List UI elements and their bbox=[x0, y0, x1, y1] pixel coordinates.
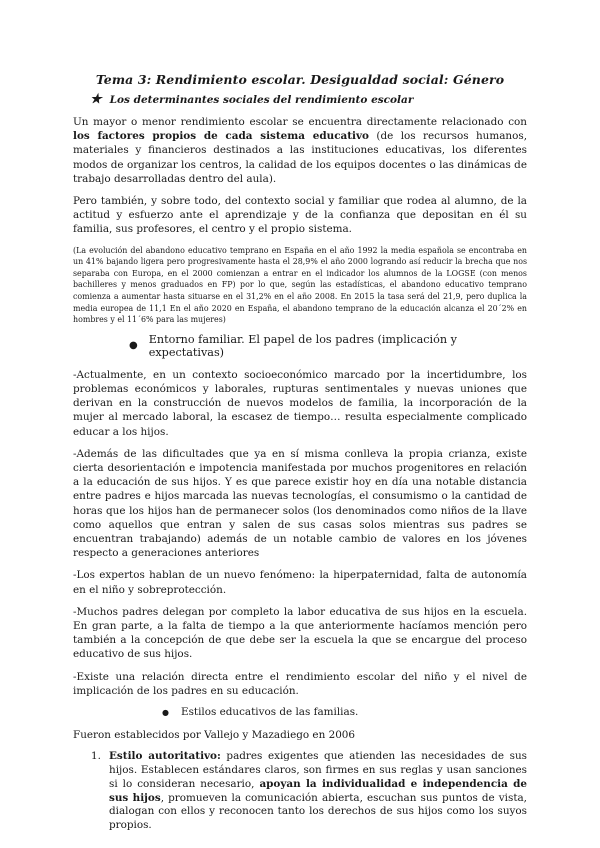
page-title: Tema 3: Rendimiento escolar. Desigualdad social: Género bbox=[95, 72, 505, 87]
styles-list bbox=[73, 750, 527, 833]
bullet-educational-styles bbox=[162, 706, 527, 718]
list-item bbox=[91, 750, 527, 833]
star-icon: ★ bbox=[90, 92, 102, 107]
subtitle-text: Los determinantes sociales del rendimiento escolar bbox=[109, 93, 414, 106]
paragraph-5: -Los expertos hablan de un nuevo fenómeno: la hiperpaternidad, falta de autonomía en el niño y sobreprotección. bbox=[73, 569, 527, 596]
list-item-bold-emphasis: apoyan la individualidad e independencia de sus hijos bbox=[109, 777, 527, 804]
section-heading-family bbox=[129, 333, 527, 359]
paragraph-1-text-end: (de los recursos humanos, materiales y financieros destinados a las instituciones educativas, los diferentes modos de organizar los centros, la calidad de los equipos docentes o las dinámicas de trabajo desarrolladas dentro del aula). bbox=[73, 130, 527, 185]
list-number: 1. bbox=[91, 750, 101, 763]
bullet-3-text: Estilos educativos de las familias. bbox=[180, 706, 359, 719]
paragraph-1-text: Un mayor o menor rendimiento escolar se encuentra directamente relacionado con bbox=[73, 116, 527, 128]
statistics-note: (La evolución del abandono educativo temprano en España en el año 1992 la media española se encontraba en un 41% bajando ligera pero progresivamente hasta el 28,9% el año 2000 logrando así reducir la brecha que nos separaba con Europa, en el 2000 comienzan a entrar en el indicador los alumnos de la LOGSE (con menos bachilleres y menos graduados en FP) por lo que, según las estadísticas, el abandono educativo temprano comienza a aumentar hasta situarse en el 31,2% en el año 2008. En 2015 la tasa será del 21,9, pero duplica la media europea de 11,1 En el año 2020 en España, el abandono temprano de la educación alcanza el 20´2% en hombres y el 11´6% para las mujeres) bbox=[73, 245, 527, 325]
paragraph-1-bold: los factores propios de cada sistema educativo bbox=[73, 130, 369, 143]
list-item-bold-label: Estilo autoritativo: bbox=[109, 750, 221, 763]
paragraph-6: -Muchos padres delegan por completo la labor educativa de sus hijos en la escuela. En gran parte, a la falta de tiempo a la que anteriormente hacíamos mención pero también a la concepción de que debe ser la escuela la que se encargue del proceso educativo de sus hijos. bbox=[73, 605, 527, 661]
list-item-text-2: , promueven la comunicación abierta, escuchan sus puntos de vista, dialogan con ellos y reconocen tanto los derechos de sus hijos como los suyos propios. bbox=[109, 791, 527, 832]
list-item-text-1: padres exigentes que atienden las necesidades de sus hijos. Establecen estándares claros, son firmes en sus reglas y usan sanciones si lo consideran necesario, bbox=[109, 750, 527, 790]
paragraph-7: -Existe una relación directa entre el rendimiento escolar del niño y el nivel de implicación de los padres en su educación. bbox=[73, 670, 527, 697]
paragraph-4: -Además de las dificultades que ya en sí misma conlleva la propia crianza, existe cierta desorientación e impotencia manifestada por muchos progenitores en relación a la educación de sus hijos. Y es que parece existir hoy en día una notable distancia entre padres e hijos marcada las nuevas tecnologías, el consumismo o la cantidad de horas que los hijos han de permanecer solos (los denominados como niños de la llave como aquellos que entran y salen de sus casas solos mientras sus padres se encuentran trabajando) además de un notable cambio de valores en los jóvenes respecto a generaciones anteriores bbox=[73, 447, 527, 560]
bullet-icon: ● bbox=[129, 340, 138, 352]
paragraph-3: -Actualmente, en un contexto socioeconómico marcado por la incertidumbre, los problemas económicos y laborales, rupturas sentimentales y nuevas uniones que derivan en la construcción de nuevos modelos de familia, la incorporación de la mujer al mercado laboral, la escasez de tiempo… resulta especialmente complicado educar a los hijos. bbox=[73, 368, 527, 438]
paragraph-1 bbox=[73, 115, 527, 186]
paragraph-2: Pero también, y sobre todo, del contexto social y familiar que rodea al alumno, de la actitud y esfuerzo ante el aprendizaje y de la confianza que depositan en él su familia, sus profesores, el centro y el propio sistema. bbox=[73, 195, 527, 236]
bullet-icon: ● bbox=[162, 707, 169, 717]
list-item-text bbox=[109, 750, 527, 833]
heading-2-text: Entorno familiar. El papel de los padres (implicación y expectativas) bbox=[148, 332, 457, 359]
section-subtitle bbox=[90, 93, 527, 106]
paragraph-8: Fueron establecidos por Vallejo y Mazadiego en 2006 bbox=[73, 729, 356, 742]
